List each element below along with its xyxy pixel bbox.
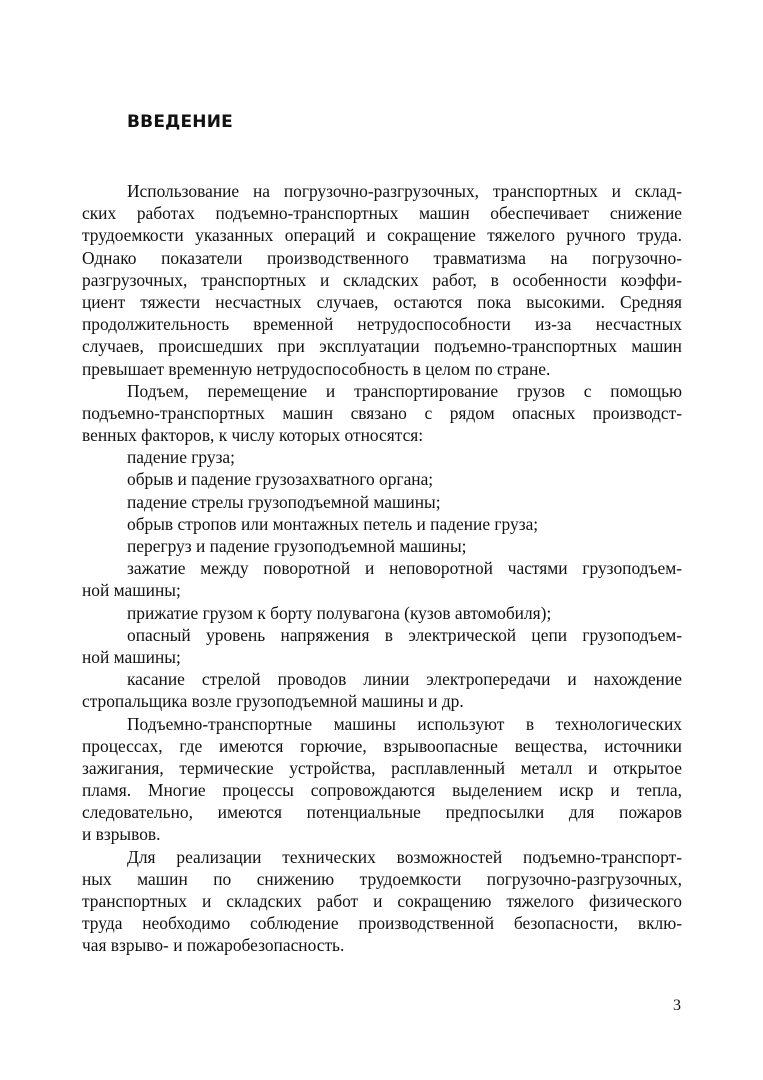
text-line: случаев, происшедших при эксплуатации подъемно-транспортных машин — [82, 336, 682, 357]
text-line: подъемно-транспортных машин связано с рядом опасных производст- — [82, 402, 682, 423]
text-line: прижатие грузом к борту полувагона (кузов автомобиля); — [127, 602, 552, 623]
text-line: транспортных и складских работ и сокращению тяжелого физического — [82, 891, 682, 911]
text-line: продолжительность временной нетрудоспособности из-за несчастных — [82, 314, 682, 335]
text-line: ских работах подъемно-транспортных машин обеспечивает снижение — [82, 203, 682, 224]
text-line: падение стрелы грузоподъемной машины; — [127, 491, 441, 512]
text-line: разгрузочных, транспортных и складских работ, в особенности коэффи- — [82, 269, 682, 290]
text-line: труда необходимо соблюдение производственной безопасности, вклю- — [82, 913, 682, 934]
body-text — [82, 180, 682, 957]
text-line: Подъем, перемещение и транспортирование грузов с помощью — [127, 380, 682, 401]
text-line: ной машины; — [82, 646, 181, 667]
text-line: ной машины; — [82, 580, 181, 601]
text-line: перегруз и падение грузоподъемной машины; — [127, 536, 467, 556]
text-line: падение груза; — [127, 447, 235, 468]
text-line: Однако показатели производственного травматизма на погрузочно- — [82, 247, 682, 268]
text-line: чая взрыво- и пожаробезопасность. — [82, 935, 345, 956]
text-line: венных факторов, к числу которых относятся: — [82, 425, 424, 446]
text-line: Подъемно-транспортные машины используют в технологических — [127, 713, 682, 734]
text-line: зажатие между поворотной и неповоротной частями грузоподъем- — [127, 558, 682, 579]
text-line: процессах, где имеются горючие, взрывоопасные вещества, источники — [82, 735, 682, 756]
text-line: следовательно, имеются потенциальные предпосылки для пожаров — [82, 802, 682, 823]
text-line: трудоемкости указанных операций и сокращение тяжелого ручного труда. — [82, 225, 682, 246]
text-line: обрыв и падение грузозахватного органа; — [127, 469, 434, 490]
text-line: опасный уровень напряжения в электрической цепи грузоподъем- — [127, 624, 682, 645]
text-line: Использование на погрузочно-разгрузочных, транспортных и склад- — [127, 181, 682, 201]
text-line: пламя. Многие процессы сопровождаются выделением искр и тепла, — [82, 780, 682, 801]
text-line: обрыв стропов или монтажных петель и падение груза; — [127, 513, 539, 534]
text-line: касание стрелой проводов линии электропередачи и нахождение — [127, 669, 682, 690]
text-line: Для реализации технических возможностей подъемно-транспорт- — [127, 846, 682, 867]
text-line: циент тяжести несчастных случаев, остаются пока высокими. Средняя — [82, 291, 682, 312]
text-line: превышает временную нетрудоспособность в целом по стране. — [82, 358, 551, 379]
text-line: стропальщика возле грузоподъемной машины и др. — [82, 691, 464, 712]
text-line: ных машин по снижению трудоемкости погрузочно-разгрузочных, — [82, 868, 682, 889]
text-line: и взрывов. — [82, 824, 161, 845]
text-line: зажигания, термические устройства, расплавленный металл и открытое — [82, 757, 682, 778]
section-heading: ВВЕДЕНИЕ — [127, 112, 233, 132]
page-number: 3 — [673, 997, 681, 1014]
